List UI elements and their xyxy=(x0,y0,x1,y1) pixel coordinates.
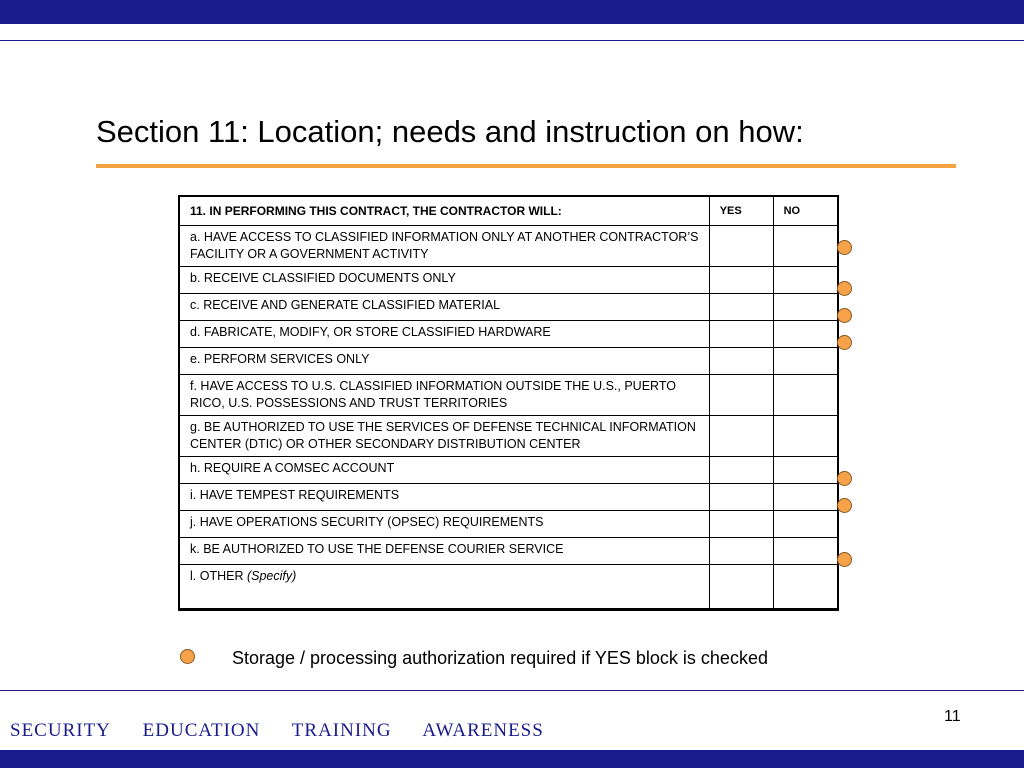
no-checkbox[interactable] xyxy=(773,484,838,511)
bottom-brand-band xyxy=(0,750,1024,768)
table-row xyxy=(179,226,838,267)
storage-indicator-icon xyxy=(837,281,852,296)
row-label: h. REQUIRE A COMSEC ACCOUNT xyxy=(179,457,709,484)
yes-checkbox[interactable] xyxy=(709,511,773,538)
no-checkbox[interactable] xyxy=(773,565,838,610)
slide-title: Section 11: Location; needs and instruction on how: xyxy=(96,114,804,149)
header-item: 11. IN PERFORMING THIS CONTRACT, THE CONTRACTOR WILL: xyxy=(179,196,709,226)
row-label: j. HAVE OPERATIONS SECURITY (OPSEC) REQUIREMENTS xyxy=(179,511,709,538)
storage-indicator-icon xyxy=(837,240,852,255)
no-checkbox[interactable] xyxy=(773,226,838,267)
table-row xyxy=(179,511,838,538)
table-row xyxy=(179,484,838,511)
footer-word: AWARENESS xyxy=(422,720,544,741)
header-yes: YES xyxy=(709,196,773,226)
top-divider xyxy=(0,40,1024,41)
yes-checkbox[interactable] xyxy=(709,484,773,511)
footer-tagline xyxy=(10,720,570,742)
storage-indicator-icon xyxy=(837,308,852,323)
header-no: NO xyxy=(773,196,838,226)
bottom-divider xyxy=(0,690,1024,691)
yes-checkbox[interactable] xyxy=(709,565,773,610)
no-checkbox[interactable] xyxy=(773,538,838,565)
table-row xyxy=(179,416,838,457)
no-checkbox[interactable] xyxy=(773,375,838,416)
legend-dot-icon xyxy=(180,649,195,664)
table-row xyxy=(179,348,838,375)
storage-indicator-icon xyxy=(837,471,852,486)
footer-word: SECURITY xyxy=(10,720,111,741)
row-label: k. BE AUTHORIZED TO USE THE DEFENSE COURIER SERVICE xyxy=(179,538,709,565)
storage-indicator-icon xyxy=(837,552,852,567)
footer-word: EDUCATION xyxy=(142,720,261,741)
top-brand-band xyxy=(0,0,1024,24)
row-label: c. RECEIVE AND GENERATE CLASSIFIED MATERIAL xyxy=(179,294,709,321)
yes-checkbox[interactable] xyxy=(709,294,773,321)
row-label: b. RECEIVE CLASSIFIED DOCUMENTS ONLY xyxy=(179,267,709,294)
no-checkbox[interactable] xyxy=(773,321,838,348)
no-checkbox[interactable] xyxy=(773,457,838,484)
yes-checkbox[interactable] xyxy=(709,267,773,294)
yes-checkbox[interactable] xyxy=(709,226,773,267)
table-row xyxy=(179,294,838,321)
table-row xyxy=(179,321,838,348)
title-underline xyxy=(96,164,956,168)
no-checkbox[interactable] xyxy=(773,294,838,321)
yes-checkbox[interactable] xyxy=(709,538,773,565)
row-label: g. BE AUTHORIZED TO USE THE SERVICES OF DEFENSE TECHNICAL INFORMATION CENTER (DTIC) OR OTHER SECONDARY DISTRIBUTION CENTER xyxy=(179,416,709,457)
yes-checkbox[interactable] xyxy=(709,321,773,348)
table-row xyxy=(179,457,838,484)
storage-indicator-icon xyxy=(837,498,852,513)
row-label: f. HAVE ACCESS TO U.S. CLASSIFIED INFORMATION OUTSIDE THE U.S., PUERTO RICO, U.S. POSSESSIONS AND TRUST TERRITORIES xyxy=(179,375,709,416)
table-row xyxy=(179,565,838,610)
row-label: d. FABRICATE, MODIFY, OR STORE CLASSIFIED HARDWARE xyxy=(179,321,709,348)
no-checkbox[interactable] xyxy=(773,511,838,538)
row-label: a. HAVE ACCESS TO CLASSIFIED INFORMATION ONLY AT ANOTHER CONTRACTOR’S FACILITY OR A GOVERNMENT ACTIVITY xyxy=(179,226,709,267)
page-number: 11 xyxy=(944,708,961,725)
row-label: i. HAVE TEMPEST REQUIREMENTS xyxy=(179,484,709,511)
yes-checkbox[interactable] xyxy=(709,375,773,416)
contractor-requirements-table xyxy=(178,195,839,611)
footer-word: TRAINING xyxy=(291,720,392,741)
yes-checkbox[interactable] xyxy=(709,416,773,457)
row-label-text: l. OTHER xyxy=(190,569,244,583)
no-checkbox[interactable] xyxy=(773,416,838,457)
row-label: e. PERFORM SERVICES ONLY xyxy=(179,348,709,375)
no-checkbox[interactable] xyxy=(773,267,838,294)
table-row xyxy=(179,375,838,416)
legend-text: Storage / processing authorization required if YES block is checked xyxy=(232,648,768,668)
no-checkbox[interactable] xyxy=(773,348,838,375)
specify-note: (Specify) xyxy=(246,569,297,583)
storage-indicator-icon xyxy=(837,335,852,350)
yes-checkbox[interactable] xyxy=(709,457,773,484)
table-header-row xyxy=(179,196,838,226)
table-row xyxy=(179,538,838,565)
table-row xyxy=(179,267,838,294)
row-label xyxy=(179,565,709,610)
yes-checkbox[interactable] xyxy=(709,348,773,375)
